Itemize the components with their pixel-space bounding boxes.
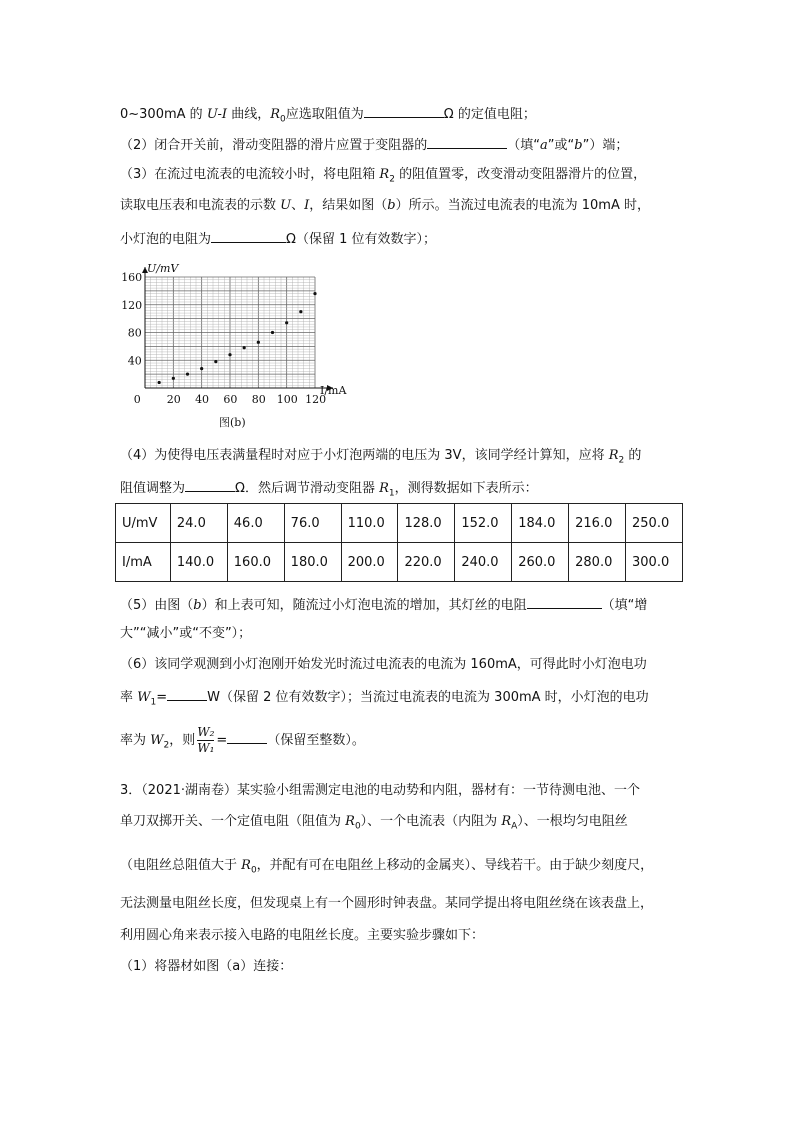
table-cell: 46.0 [227, 504, 284, 543]
text-line: （电阻丝总阻值大于 $R_0$，并配有可在电阻丝上移动的金属夹）、导线若干。由于缺少刻度尺， [120, 858, 654, 876]
table-cell: 152.0 [455, 504, 512, 543]
chart-xlabel: I/mA [320, 384, 347, 397]
table-cell: 300.0 [626, 543, 683, 582]
x-tick-label: 120 [305, 393, 327, 406]
data-point [257, 341, 260, 344]
table-row [116, 543, 683, 582]
text-line: （1）将器材如图（a）连接： [120, 959, 293, 974]
data-point [271, 331, 274, 334]
table-row [116, 504, 683, 543]
fraction: $\frac{\text{W₂}}{\text{W₁}}$ [197, 725, 215, 755]
table-cell: 240.0 [455, 543, 512, 582]
text-line: 单刀双掷开关、一个定值电阻（阻值为 $R_0$）、一个电流表（内阻为 $R_A$）、一根均匀电阻丝 [120, 814, 628, 832]
data-point [186, 373, 189, 376]
x-tick-label: 0 [133, 393, 141, 406]
table-cell: 160.0 [227, 543, 284, 582]
text-line: 0~300mA 的 U-I 曲线，$R_0$应选取阻值为 Ω 的定值电阻； [120, 103, 536, 130]
x-tick-label: 20 [166, 393, 181, 406]
text-line: （6）该同学观测到小灯泡刚开始发光时流过电流表的电流为 160mA，可得此时小灯泡电功 [120, 657, 647, 672]
text-line: 小灯泡的电阻为 Ω（保留 1 位有效数字）； [120, 228, 436, 250]
data-point [313, 292, 316, 295]
text-line: （3）在流过电流表的电流较小时，将电阻箱 $R_2$ 的阻值置零，改变滑动变阻器滑片的位置， [120, 167, 647, 185]
chart-axes [142, 267, 333, 391]
table-cell: 24.0 [170, 504, 227, 543]
data-table [115, 503, 683, 582]
y-tick-label: 80 [127, 326, 142, 340]
chart-caption: 图(b) [219, 416, 246, 429]
text-line: 3．（2021·湖南卷）某实验小组需测定电池的电动势和内阻，器材有：一节待测电池、一个 [120, 783, 640, 798]
y-tick-label: 40 [127, 354, 142, 368]
answer-blank[interactable] [427, 134, 507, 149]
table-cell: 220.0 [398, 543, 455, 582]
ui-graph-chart [115, 258, 365, 433]
text-line: （4）为使得电压表满量程时对应于小灯泡两端的电压为 3V，该同学经计算知，应将 $R_2$ 的 [120, 448, 642, 466]
text-line: 无法测量电阻丝长度，但发现桌上有一个圆形时钟表盘。某同学提出将电阻丝绕在该表盘上， [120, 896, 654, 911]
text-line: 大”“减小”或“不变”）； [120, 626, 252, 641]
answer-blank[interactable] [185, 477, 235, 492]
table-cell: 260.0 [512, 543, 569, 582]
answer-blank[interactable] [227, 729, 267, 744]
table-cell: 128.0 [398, 504, 455, 543]
y-tick-label: 160 [121, 271, 143, 284]
x-tick-label: 100 [276, 393, 298, 406]
x-tick-label: 40 [195, 393, 210, 406]
answer-blank[interactable] [211, 228, 286, 243]
text-line: （2）闭合开关前，滑动变阻器的滑片应置于变阻器的 （填“a”或“b”）端； [120, 134, 628, 156]
data-point [158, 381, 161, 384]
table-cell: 200.0 [341, 543, 398, 582]
text-line: 率为 $W_2$，则 $\frac{\text{W₂}}{\text{W₁}}$ = （保留至整数）。 [120, 725, 365, 755]
data-point [299, 310, 302, 313]
table-cell: 184.0 [512, 504, 569, 543]
text-line: （5）由图（b）和上表可知，随流过小灯泡电流的增加，其灯丝的电阻 （填“增 [120, 594, 647, 616]
data-point [172, 377, 175, 380]
data-point [243, 346, 246, 349]
y-tick-label: 120 [121, 298, 143, 312]
x-tick-label: 60 [223, 393, 238, 406]
answer-blank[interactable] [527, 594, 602, 609]
text-line: 利用圆心角来表示接入电路的电阻丝长度。主要实验步骤如下： [120, 928, 485, 943]
row-label: I/mA [116, 543, 171, 582]
x-tick-label: 80 [251, 393, 266, 406]
answer-blank[interactable] [364, 103, 444, 118]
data-point [214, 360, 217, 363]
table-cell: 216.0 [569, 504, 626, 543]
table-cell: 110.0 [341, 504, 398, 543]
text-line: 读取电压表和电流表的示数 U、I，结果如图（b）所示。当流过电流表的电流为 10mA 时， [120, 198, 650, 213]
table-cell: 280.0 [569, 543, 626, 582]
data-point [228, 353, 231, 356]
data-point [200, 367, 203, 370]
table-cell: 140.0 [170, 543, 227, 582]
data-point [285, 321, 288, 324]
answer-blank[interactable] [167, 686, 207, 701]
chart-grid [145, 277, 315, 388]
table-cell: 180.0 [284, 543, 341, 582]
table-cell: 76.0 [284, 504, 341, 543]
chart-ylabel: U/mV [147, 262, 179, 275]
text-line: 阻值调整为 Ω．然后调节滑动变阻器 $R_1$，测得数据如下表所示： [120, 477, 538, 504]
text-line: 率 $W_1= W$（保留 2 位有效数字）；当流过电流表的电流为 300mA 时，小灯泡的电功 [120, 686, 649, 713]
row-label: U/mV [116, 504, 171, 543]
table-cell: 250.0 [626, 504, 683, 543]
